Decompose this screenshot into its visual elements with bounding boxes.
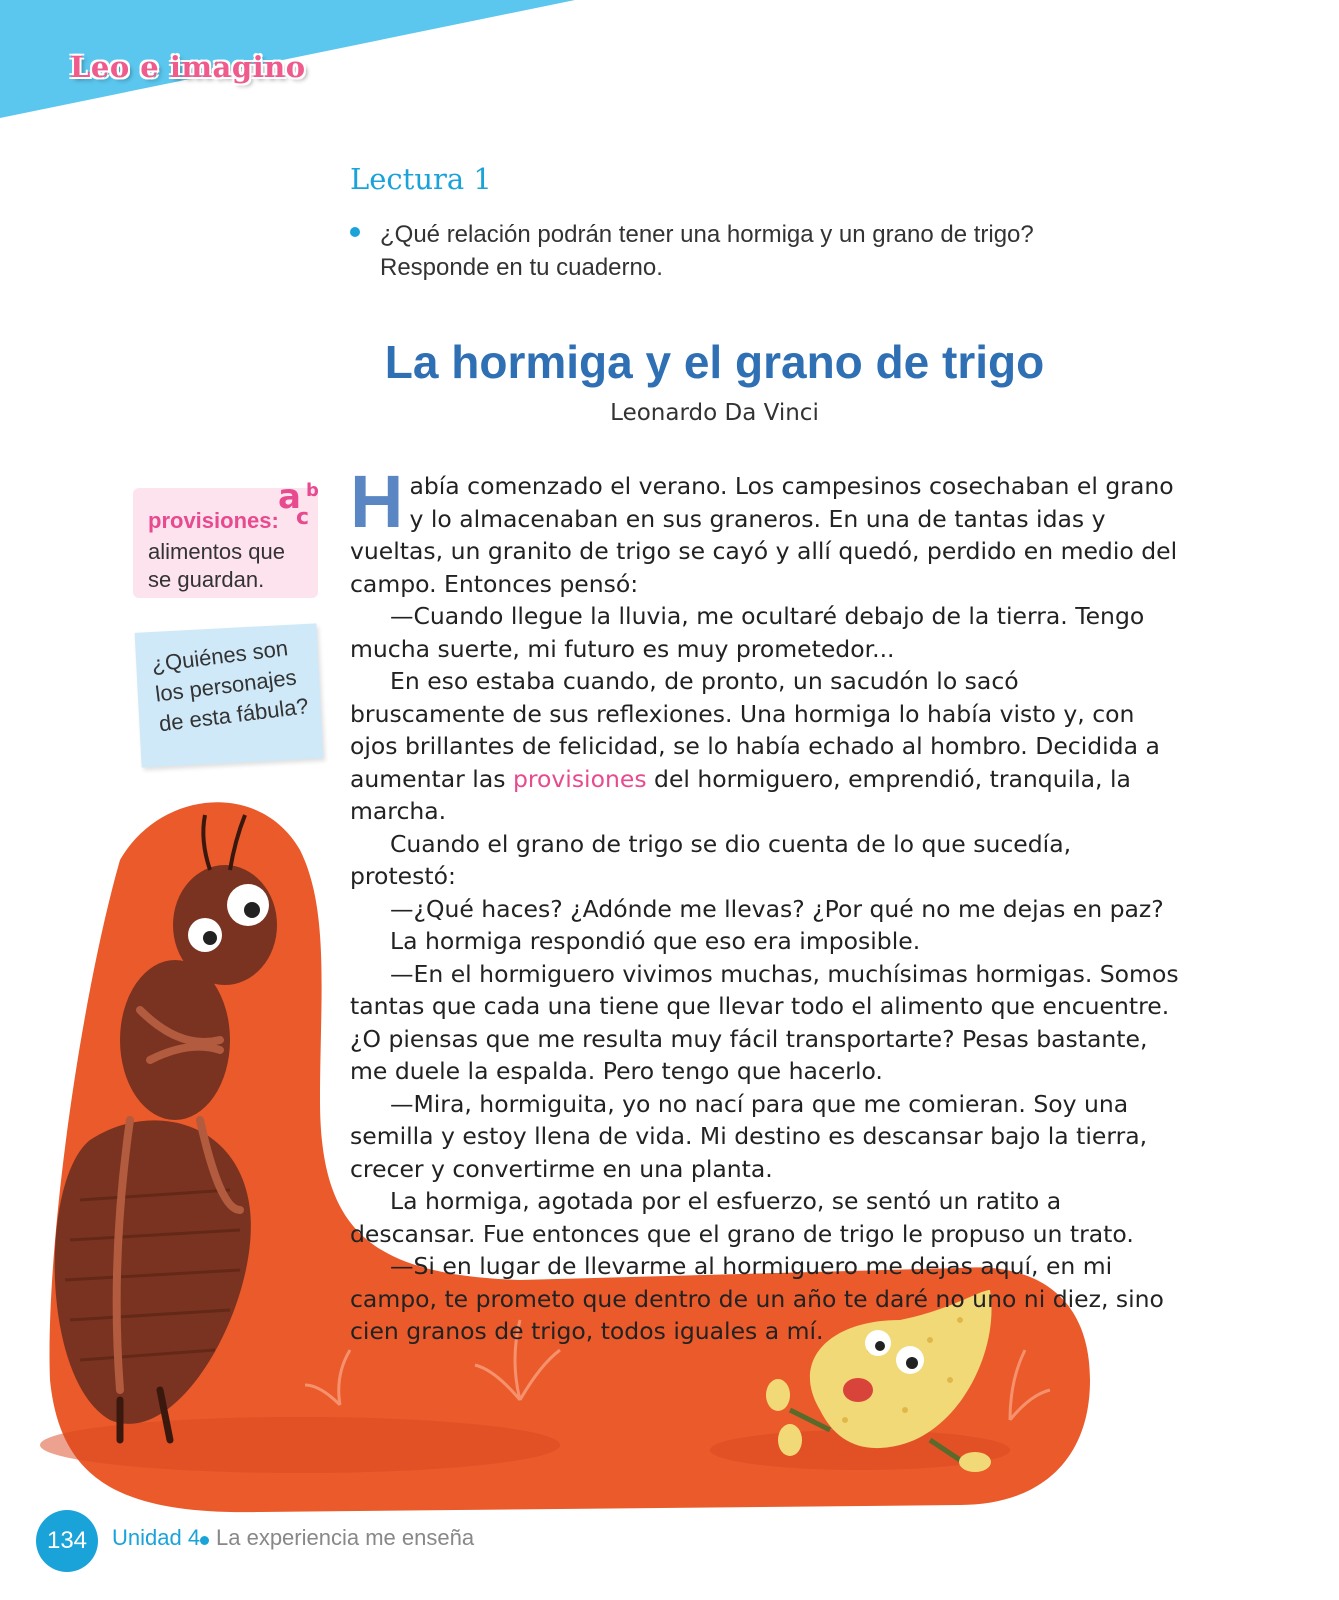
footer-topic: La experiencia me enseña	[216, 1525, 475, 1550]
story-title: La hormiga y el grano de trigo	[384, 336, 1045, 388]
footer-separator-dot	[200, 1536, 209, 1545]
drop-cap: H	[350, 460, 404, 543]
paragraph-6: La hormiga respondió que eso era imposible.	[390, 927, 921, 955]
page-number: 134	[36, 1510, 98, 1572]
reading-prompt	[350, 218, 1110, 284]
prompt-line-1: ¿Qué relación podrán tener una hormiga y un grano de trigo?	[380, 221, 1034, 248]
svg-text:c: c	[296, 505, 310, 530]
story-body	[350, 460, 1180, 1348]
footer-unit: Unidad 4	[112, 1525, 201, 1550]
glossary-highlight-provisiones[interactable]: provisiones	[512, 764, 647, 793]
paragraph-3: En eso estaba cuando, de pronto, un sacudón lo sacó bruscamente de sus reflexiones. Una hormiga lo había visto y, con ojos brillantes de felicidad, se lo había echado al hombro. Decidida a aumentar las provisiones del hormiguero, emprendió, tranquila, la marcha.	[350, 667, 1160, 825]
question-note-text: ¿Quiénes son los personajes de esta fábula?	[150, 635, 310, 737]
paragraph-5: —¿Qué haces? ¿Adónde me llevas? ¿Por qué no me dejas en paz?	[390, 894, 1164, 923]
prompt-line-2: Responde en tu cuaderno.	[380, 254, 663, 281]
section-tag: Leo e imagino	[70, 50, 306, 84]
glossary-definition: alimentos que se guardan.	[148, 539, 285, 592]
bullet-icon	[350, 227, 360, 237]
glossary-term: provisiones:	[148, 508, 279, 533]
paragraph-2: —Cuando llegue la lluvia, me ocultaré debajo de la tierra. Tengo mucha suerte, mi futuro es muy prometedor...	[350, 602, 1145, 663]
paragraph-7: —En el hormiguero vivimos muchas, muchísimas hormigas. Somos tantas que cada una tiene que llevar todo el alimento que encuentre. ¿O piensas que me resulta muy fácil transportarte? Pesas bastante, me duele la espalda. Pero tengo que hacerlo.	[350, 959, 1179, 1085]
paragraph-8: —Mira, hormiguita, yo no nací para que me comieran. Soy una semilla y estoy llena de vida. Mi destino es descansar bajo la tierra, crecer y convertirme en una planta.	[350, 1089, 1148, 1183]
paragraph-1: Había comenzado el verano. Los campesinos cosechaban el grano y lo almacenaban en sus graneros. En una de tantas idas y vueltas, un granito de trigo se cayó y allí quedó, perdido en medio del campo. Entonces pensó:	[350, 460, 1178, 598]
paragraph-10: —Si en lugar de llevarme al hormiguero me dejas aquí, en mi campo, te prometo que dentro de un año te daré no uno ni diez, sino cien granos de trigo, todos iguales a mí.	[350, 1252, 1164, 1345]
svg-text:a: a	[278, 478, 301, 517]
abc-icon	[278, 478, 324, 530]
svg-text:b: b	[306, 480, 319, 501]
paragraph-4: Cuando el grano de trigo se dio cuenta de lo que sucedía, protestó:	[350, 829, 1072, 890]
story-author: Leonardo Da Vinci	[610, 400, 819, 426]
paragraph-9: La hormiga, agotada por el esfuerzo, se sentó un ratito a descansar. Fue entonces que el grano de trigo le propuso un trato.	[350, 1187, 1134, 1248]
reading-label: Lectura 1	[350, 162, 492, 196]
